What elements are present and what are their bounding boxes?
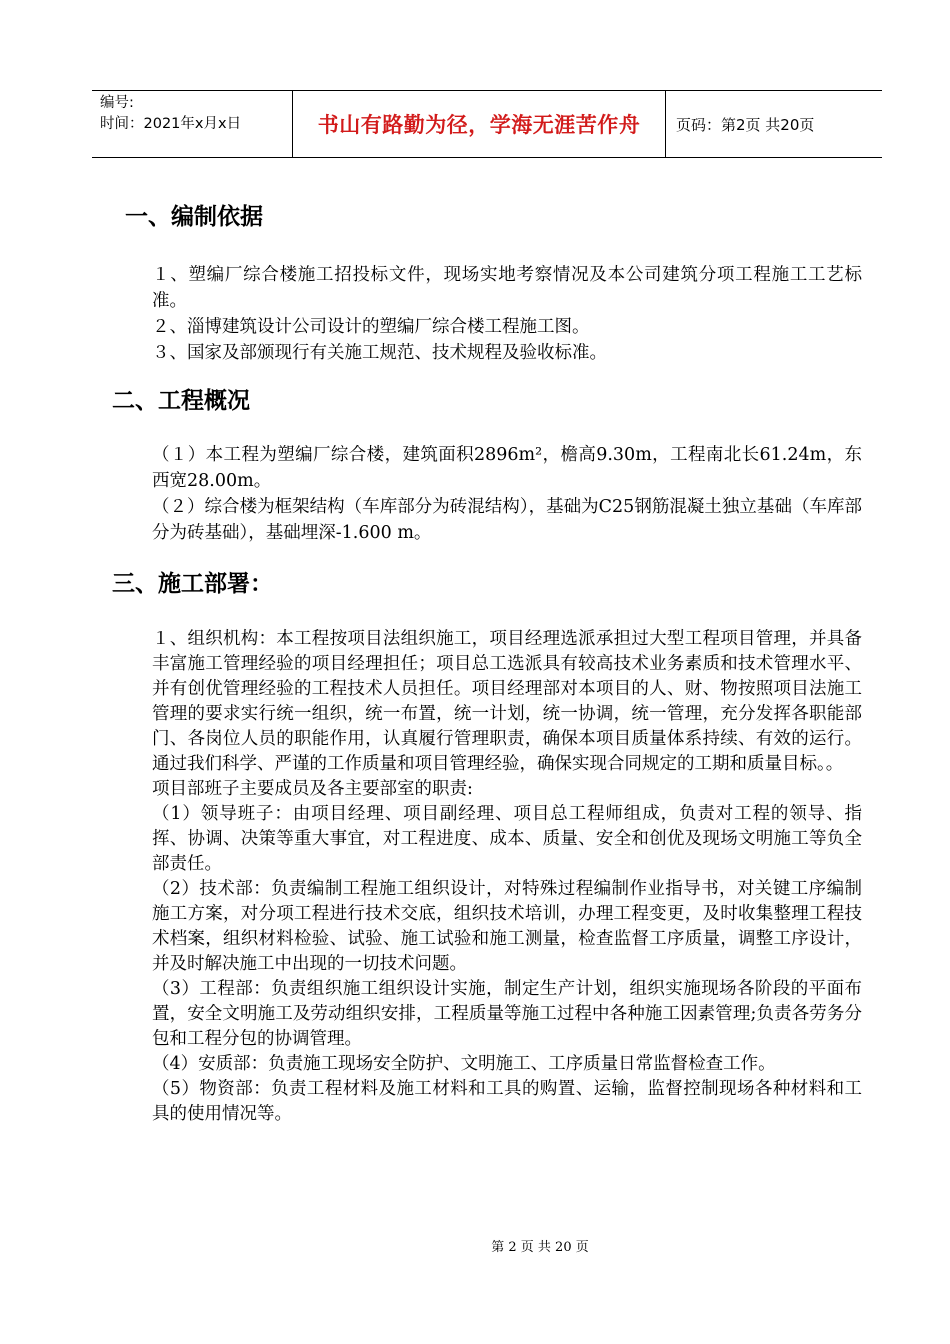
- document-time-label: 时间：2021年x月x日: [100, 116, 242, 132]
- paragraph: ３、国家及部颁现行有关施工规范、技术规程及验收标准。: [152, 343, 607, 363]
- paragraph: （3）工程部：负责组织施工组织设计实施，制定生产计划，组织实施现场各阶段的平面布置，安全文明施工及劳动组织安排，工程质量等施工过程中各种施工因素管理;负责各劳务分包和工程分包的协调管理。: [152, 979, 862, 1049]
- page-footer: [0, 1236, 950, 1255]
- header-table: [92, 90, 882, 158]
- paragraph: （4）安质部：负责施工现场安全防护、文明施工、工序质量日常监督检查工作。: [152, 1054, 776, 1074]
- footer-page-number: 第 2 页 共 20 页: [491, 1240, 589, 1255]
- paragraph: ２、淄博建筑设计公司设计的塑编厂综合楼工程施工图。: [152, 317, 590, 337]
- header-page-label: 页码：第2页 共20页: [676, 115, 815, 134]
- section-body-deployment: [152, 627, 862, 1127]
- section-heading-overview: 二、工程概况: [112, 388, 250, 414]
- paragraph: 项目部班子主要成员及各主要部室的职责:: [152, 779, 473, 799]
- paragraph: （２）综合楼为框架结构（车库部分为砖混结构），基础为C25钢筋混凝土独立基础（车库部分为砖基础），基础埋深-1.600 m。: [152, 497, 862, 543]
- section-heading-deployment: 三、施工部署：: [112, 571, 273, 597]
- paragraph: （１）本工程为塑编厂综合楼，建筑面积2896m²，檐高9.30m，工程南北长61.24m，东西宽28.00m。: [152, 445, 862, 491]
- document-number-label: 编号:: [100, 95, 134, 111]
- paragraph: １、塑编厂综合楼施工招投标文件，现场实地考察情况及本公司建筑分项工程施工工艺标准。: [152, 265, 862, 311]
- paragraph: （2）技术部：负责编制工程施工组织设计，对特殊过程编制作业指导书，对关键工序编制施工方案，对分项工程进行技术交底，组织技术培训，办理工程变更，及时收集整理工程技术档案，组织材料检验、试验、施工试验和施工测量，检查监督工序质量，调整工序设计，并及时解决施工中出现的一切技术问题。: [152, 879, 862, 974]
- section-body-overview: [152, 442, 862, 546]
- header-motto: 书山有路勤为径，学海无涯苦作舟: [293, 91, 666, 157]
- paragraph: （5）物资部：负责工程材料及施工材料和工具的购置、运输，监督控制现场各种材料和工具的使用情况等。: [152, 1079, 862, 1124]
- section-heading-basis: 一、编制依据: [125, 204, 263, 230]
- paragraph: １、组织机构：本工程按项目法组织施工，项目经理选派承担过大型工程项目管理，并具备丰富施工管理经验的项目经理担任；项目总工选派具有较高技术业务素质和技术管理水平、并有创优管理经验的工程技术人员担任。项目经理部对本项目的人、财、物按照项目法施工管理的要求实行统一组织，统一布置，统一计划，统一协调，统一管理，充分发挥各职能部门、各岗位人员的职能作用，认真履行管理职责，确保本项目质量体系持续、有效的运行。通过我们科学、严谨的工作质量和项目管理经验，确保实现合同规定的工期和质量目标。。: [152, 629, 862, 774]
- paragraph: （1）领导班子：由项目经理、项目副经理、项目总工程师组成，负责对工程的领导、指挥、协调、决策等重大事宜，对工程进度、成本、质量、安全和创优及现场文明施工等负全部责任。: [152, 804, 862, 874]
- section-body-basis: [152, 262, 862, 366]
- header-meta-cell: [92, 91, 293, 157]
